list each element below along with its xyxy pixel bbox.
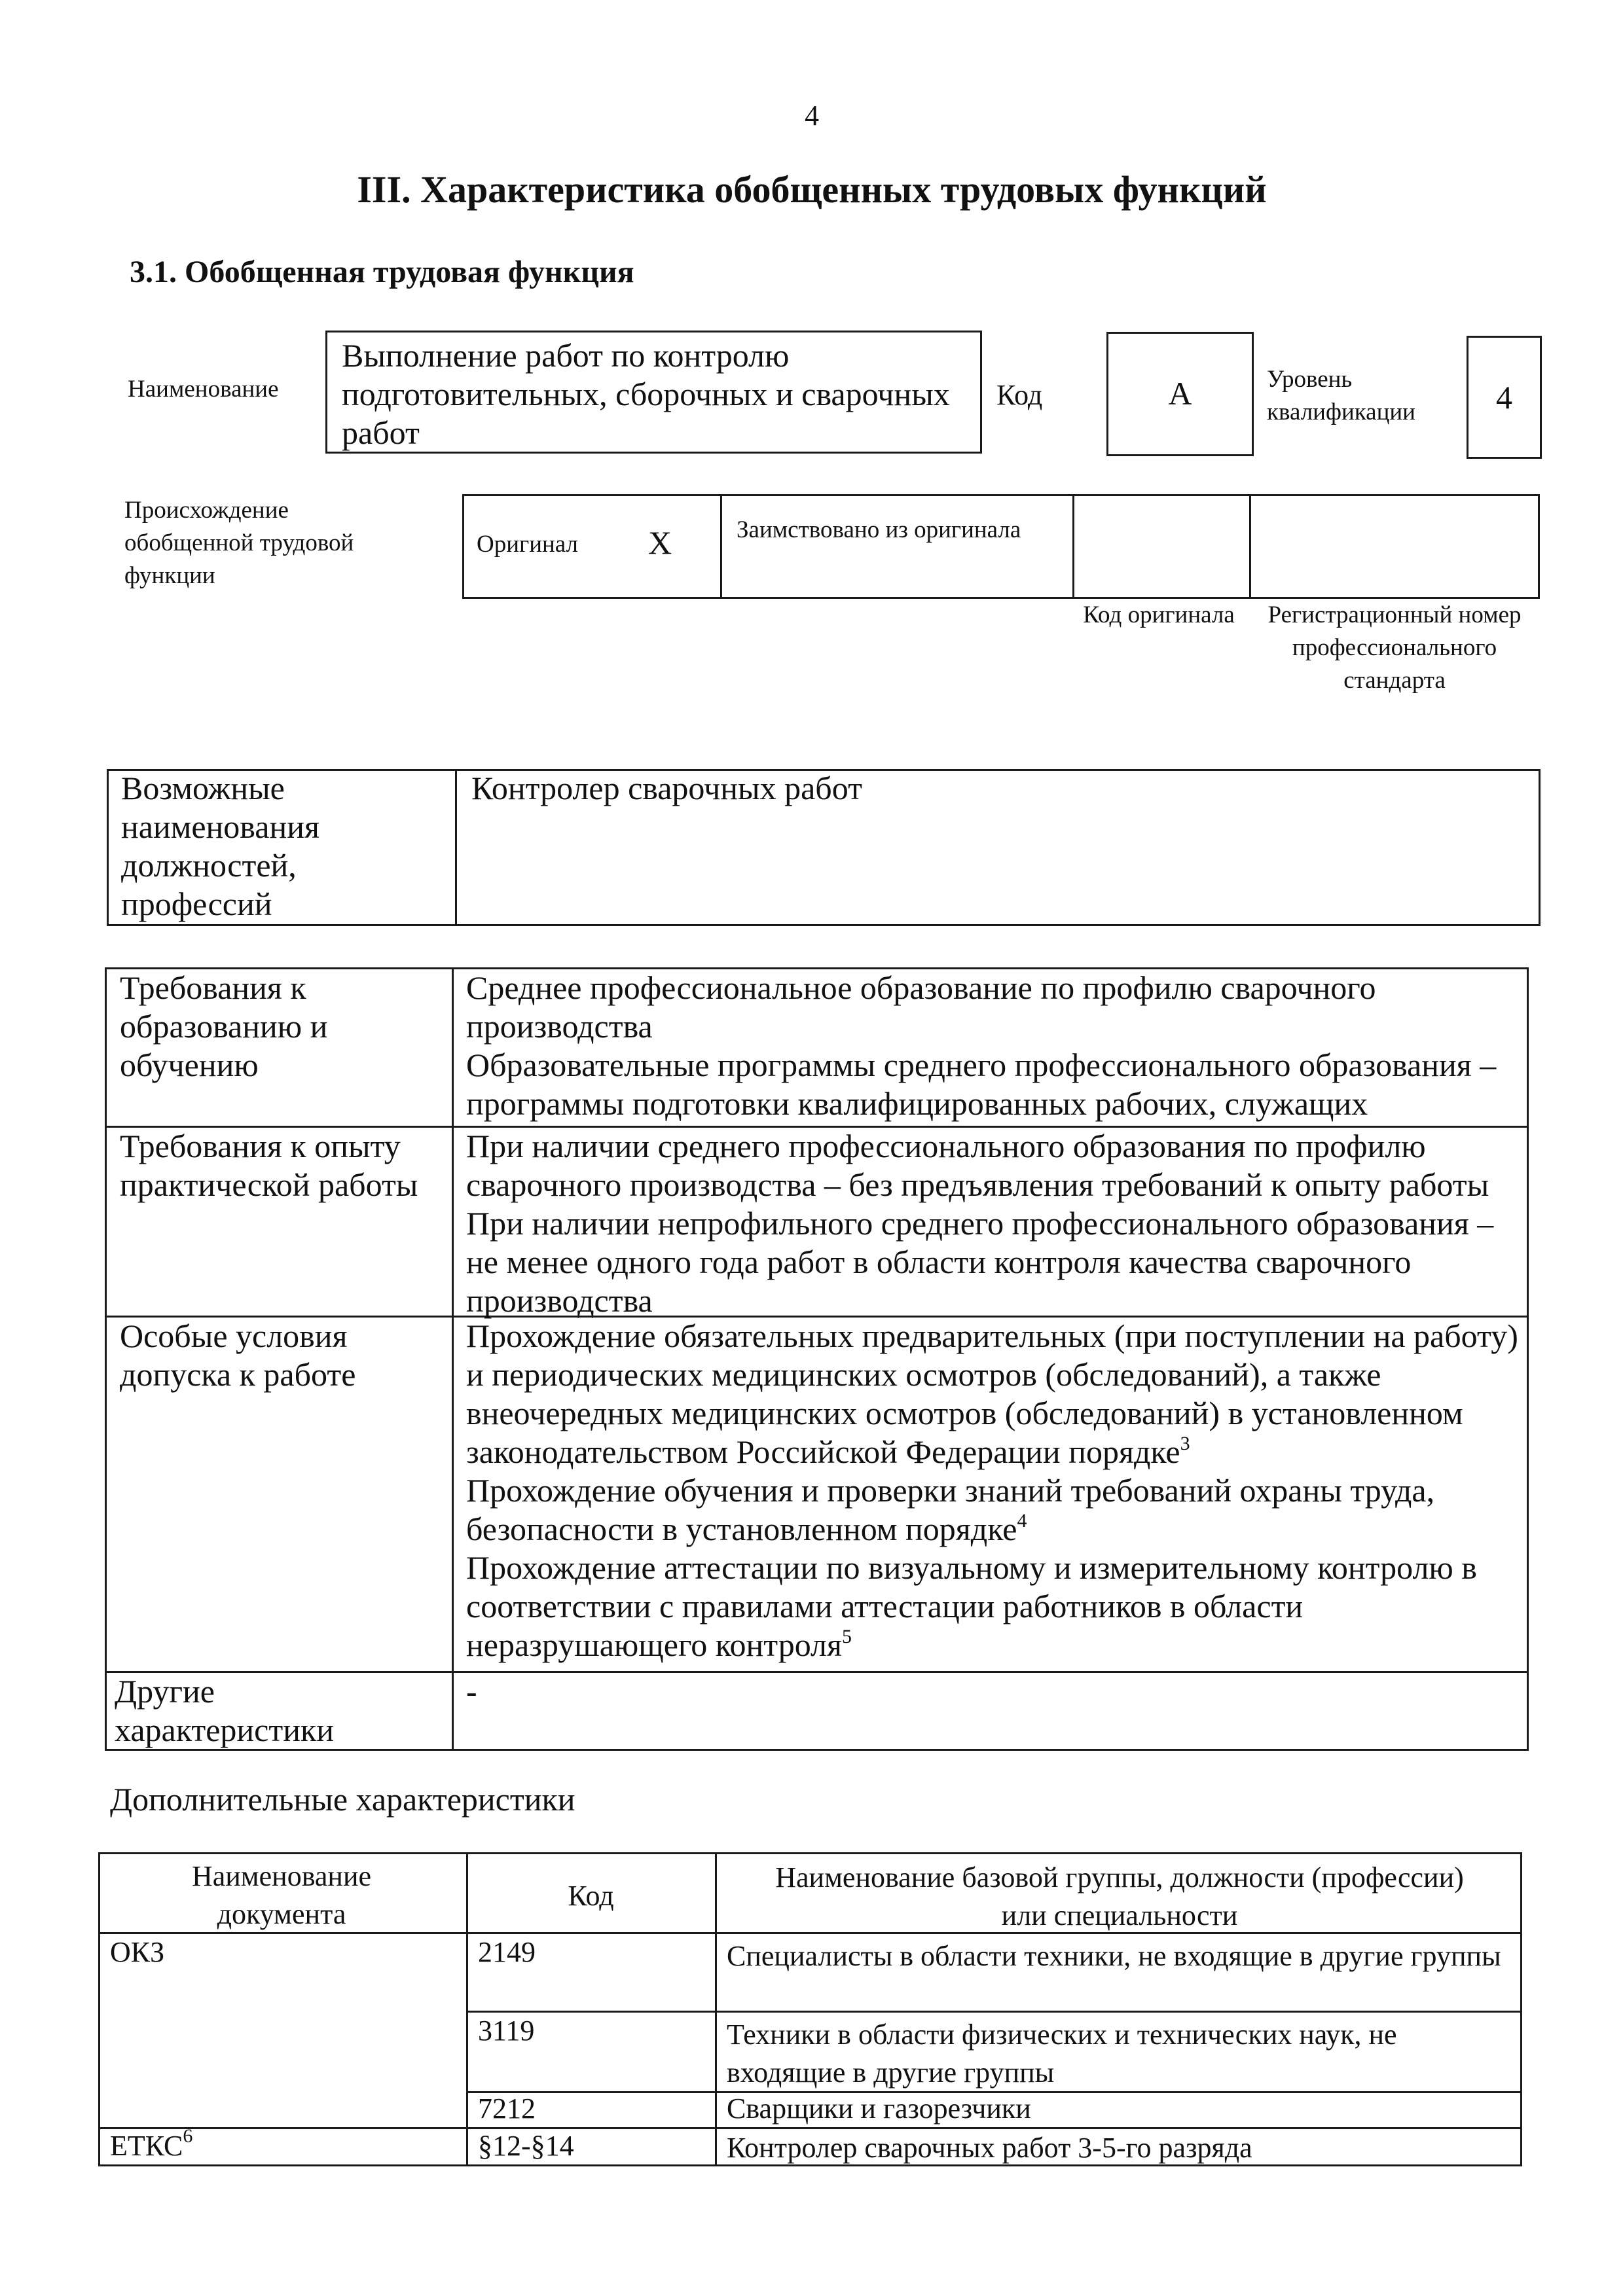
req-conditions-line-3: Прохождение аттестации по визуальному и измерительному контролю в соответствии с правилами аттестации работников в области неразрушающего контроля [466, 1549, 1477, 1663]
req-education-line-2: Образовательные программы среднего профессионального образования – программы подготовки квалифицированных рабочих, служащих [466, 1047, 1497, 1122]
add-row4-doc: ЕТКС [110, 2130, 183, 2162]
add-row4-doc-cell [110, 2127, 192, 2165]
requirements-divider [452, 967, 454, 1751]
name-label: Наименование [128, 376, 279, 403]
origin-box [462, 494, 1540, 599]
req-experience-line-2: При наличии непрофильного среднего профессионального образования – не менее одного года работ в области контроля качества сварочного производства [466, 1205, 1494, 1319]
req-label-other: Другие характеристики [115, 1673, 335, 1748]
req-education-cell [466, 969, 1523, 1123]
origin-divider-3 [1249, 494, 1251, 599]
code-label: Код [996, 379, 1043, 411]
req-other-value: - [466, 1673, 477, 1710]
add-header-doc: Наименование документа [191, 1860, 372, 1930]
req-conditions-cell [466, 1317, 1523, 1664]
add-col-divider-2 [715, 1852, 717, 2166]
add-row2-name: Техники в области физических и технических наук, не входящие в другие группы [727, 2018, 1397, 2089]
subsection-title: 3.1. Обобщенная трудовая функция [130, 255, 634, 289]
add-row1-name: Специалисты в области техники, не входящие в другие группы [727, 1940, 1501, 1972]
add-row1-doc: ОКЗ [110, 1936, 165, 1968]
req-conditions-line-1: Прохождение обязательных предварительных (при поступлении на работу) и периодических медицинских осмотров (обследований), а также внеочередных медицинских осмотров (обследований) в установленном законодательством Российской Федерации порядке [466, 1318, 1518, 1470]
req-conditions-line-2: Прохождение обучения и проверки знаний требований охраны труда, безопасности в установленном порядке [466, 1472, 1435, 1547]
origin-label: Происхождение обобщенной трудовой функции [124, 497, 354, 589]
origin-divider-2 [1072, 494, 1074, 599]
req-education-line-1: Среднее профессиональное образование по профилю сварочного производства [466, 969, 1376, 1045]
additional-title: Дополнительные характеристики [110, 1781, 575, 1818]
original-label: Оригинал [477, 531, 579, 558]
add-row3-name: Сварщики и газорезчики [727, 2092, 1031, 2125]
add-row4-code: §12-§14 [478, 2130, 574, 2162]
req-experience-line-1: При наличии среднего профессионального образования по профилю сварочного производства – без предъявления требований к опыту работы [466, 1128, 1489, 1203]
req-label-experience: Требования к опыту практической работы [120, 1128, 418, 1203]
req-conditions-item-3 [466, 1549, 1523, 1664]
positions-divider [455, 769, 457, 926]
name-value: Выполнение работ по контролю подготовительных, сборочных и сварочных работ [342, 337, 950, 451]
reg-number-caption: Регистрационный номер профессионального стандарта [1267, 601, 1522, 694]
page-number: 4 [805, 99, 819, 132]
add-row3-code: 7212 [478, 2092, 536, 2125]
req-conditions-item-1 [466, 1317, 1523, 1471]
code-original-caption: Код оригинала [1083, 601, 1235, 628]
positions-value: Контролер сварочных работ [471, 770, 862, 806]
footnote-3: 3 [1180, 1433, 1190, 1454]
level-value: 4 [1496, 379, 1512, 416]
level-value-box [1467, 336, 1542, 459]
add-row2-code: 3119 [478, 2015, 535, 2047]
footnote-4: 4 [1017, 1510, 1027, 1532]
code-value-box [1106, 332, 1254, 456]
add-row4-name: Контролер сварочных работ 3-5-го разряда [727, 2132, 1252, 2164]
footnote-5: 5 [842, 1626, 852, 1647]
original-mark: Х [648, 524, 672, 561]
footnote-6: 6 [183, 2125, 193, 2147]
add-row-line-1 [466, 2011, 1522, 2013]
req-conditions-item-2 [466, 1471, 1523, 1549]
req-experience-cell [466, 1127, 1523, 1320]
add-header-name: Наименование базовой группы, должности (профессии) или специальности [775, 1861, 1464, 1931]
positions-label: Возможные наименования должностей, профессий [121, 770, 319, 922]
req-label-education: Требования к образованию и обучению [120, 969, 328, 1083]
level-label: Уровень квалификации [1267, 366, 1415, 425]
name-value-box [325, 331, 982, 454]
add-header-code: Код [568, 1880, 614, 1912]
section-title: III. Характеристика обобщенных трудовых функций [357, 168, 1267, 211]
origin-divider-1 [720, 494, 722, 599]
req-label-conditions: Особые условия допуска к работе [120, 1318, 356, 1393]
add-row1-code: 2149 [478, 1936, 536, 1968]
code-value: А [1168, 375, 1192, 412]
borrowed-label: Заимствовано из оригинала [737, 516, 1021, 543]
